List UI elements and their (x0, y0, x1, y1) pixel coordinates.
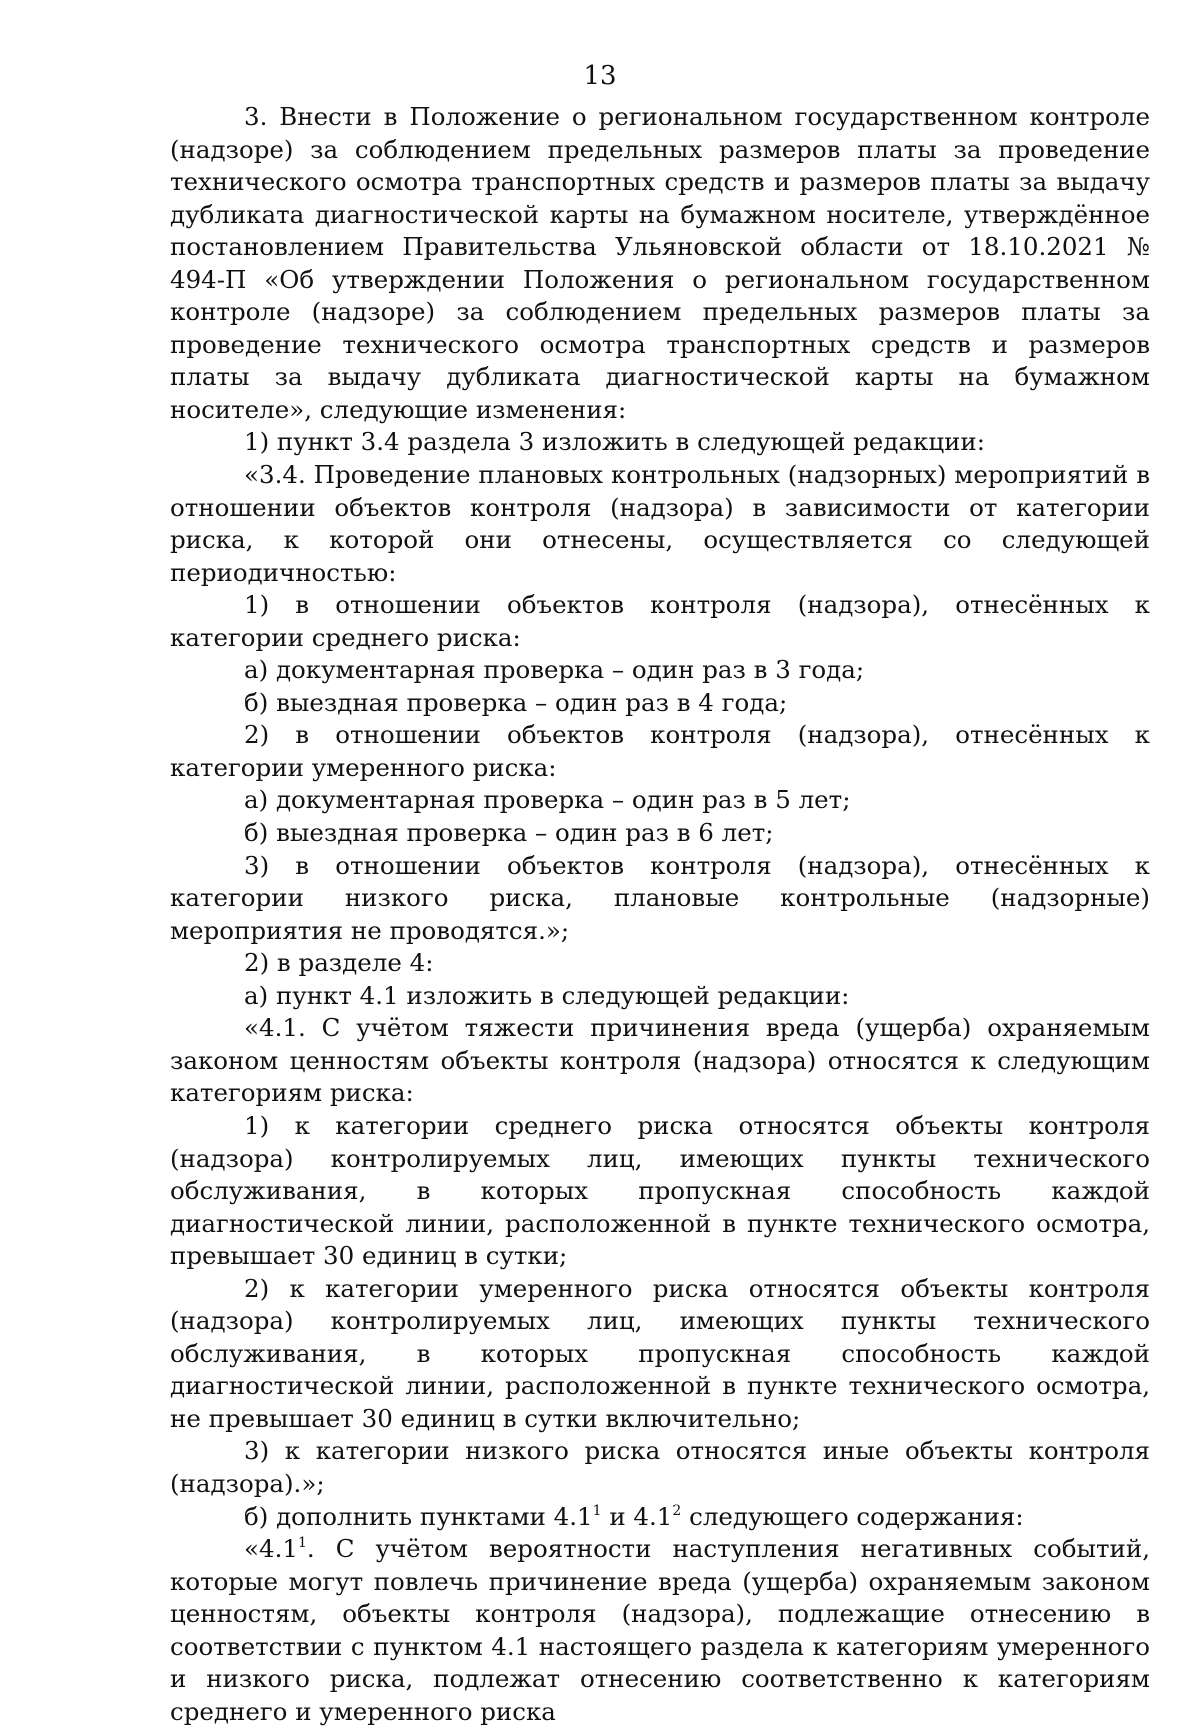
text-fragment: и 4.1 (601, 1501, 673, 1531)
paragraph-clause-3-4: «3.4. Проведение плановых контрольных (надзорных) мероприятий в отношении объектов контроля (надзора) в зависимости от категории риска, к которой они отнесены, осуществляется со следующей периодичностью: (170, 460, 1150, 587)
paragraph-section-4: 2) в разделе 4: (244, 948, 434, 978)
text-fragment: следующего содержания: (681, 1501, 1024, 1531)
page-number: 13 (583, 61, 617, 91)
paragraph-medium-risk: 1) в отношении объектов контроля (надзора), отнесённых к категории среднего риска: (170, 590, 1150, 652)
paragraph-field-check-4-years: б) выездная проверка – один раз в 4 года; (244, 687, 788, 717)
paragraph-moderate-risk: 2) в отношении объектов контроля (надзора), отнесённых к категории умеренного риска: (170, 720, 1150, 782)
superscript: 1 (592, 1502, 602, 1519)
text-fragment: б) дополнить пунктами 4.1 (244, 1501, 593, 1531)
paragraph-low-risk: 3) в отношении объектов контроля (надзора), отнесённых к категории низкого риска, плановые контрольные (надзорные) мероприятия не проводятся.»; (170, 850, 1150, 945)
superscript: 1 (297, 1535, 307, 1552)
paragraph-document-check-5-years: а) документарная проверка – один раз в 5 лет; (244, 785, 851, 815)
paragraph-clause-4-1-intro: а) пункт 4.1 изложить в следующей редакции: (244, 980, 850, 1010)
paragraph-subitem-1: 1) пункт 3.4 раздела 3 изложить в следующей редакции: (244, 427, 985, 457)
paragraph-category-low: 3) к категории низкого риска относятся иные объекты контроля (надзора).»; (170, 1436, 1150, 1498)
superscript: 2 (672, 1502, 682, 1519)
paragraph-category-moderate: 2) к категории умеренного риска относятся объекты контроля (надзора) контролируемых лиц, имеющих пункты технического обслуживания, в которых пропускная способность каждой диагностической линии, расположенной в пункте технического осмотра, не превышает 30 единиц в сутки включительно; (170, 1273, 1150, 1433)
paragraph-supplement-clauses (170, 1501, 1150, 1534)
text-fragment: «4.1 (244, 1534, 298, 1564)
paragraph-field-check-6-years: б) выездная проверка – один раз в 6 лет; (244, 818, 774, 848)
text-fragment: . С учётом вероятности наступления негативных событий, которые могут повлечь причинение вреда (ущерба) охраняемым законом ценностям, объекты контроля (надзора), подлежащие отнесению в соответствии с пунктом 4.1 настоящего раздела к категориям умеренного и низкого риска, подлежат отнесению соответственно к категориям среднего и умеренного риска (170, 1534, 1150, 1726)
document-body (170, 101, 1150, 1728)
paragraph-category-medium: 1) к категории среднего риска относятся объекты контроля (надзора) контролируемых лиц, имеющих пункты технического обслуживания, в которых пропускная способность каждой диагностической линии, расположенной в пункте технического осмотра, превышает 30 единиц в сутки; (170, 1110, 1150, 1271)
paragraph-clause-4-1: «4.1. С учётом тяжести причинения вреда (ущерба) охраняемым законом ценностям объекты контроля (надзора) относятся к следующим категориям риска: (170, 1013, 1150, 1108)
paragraph-document-check-3-years: а) документарная проверка – один раз в 3 года; (244, 655, 865, 685)
paragraph-item-3: 3. Внести в Положение о региональном государственном контроле (надзоре) за соблюдением предельных размеров платы за проведение технического осмотра транспортных средств и размеров платы за выдачу дубликата диагностической карты на бумажном носителе, утверждённое постановлением Правительства Ульяновской области от 18.10.2021 № 494-П «Об утверждении Положения о региональном государственном контроле (надзоре) за соблюдением предельных размеров платы за проведение технического осмотра транспортных средств и размеров платы за выдачу дубликата диагностической карты на бумажном носителе», следующие изменения: (170, 102, 1150, 424)
paragraph-clause-4-1-1 (170, 1533, 1150, 1728)
